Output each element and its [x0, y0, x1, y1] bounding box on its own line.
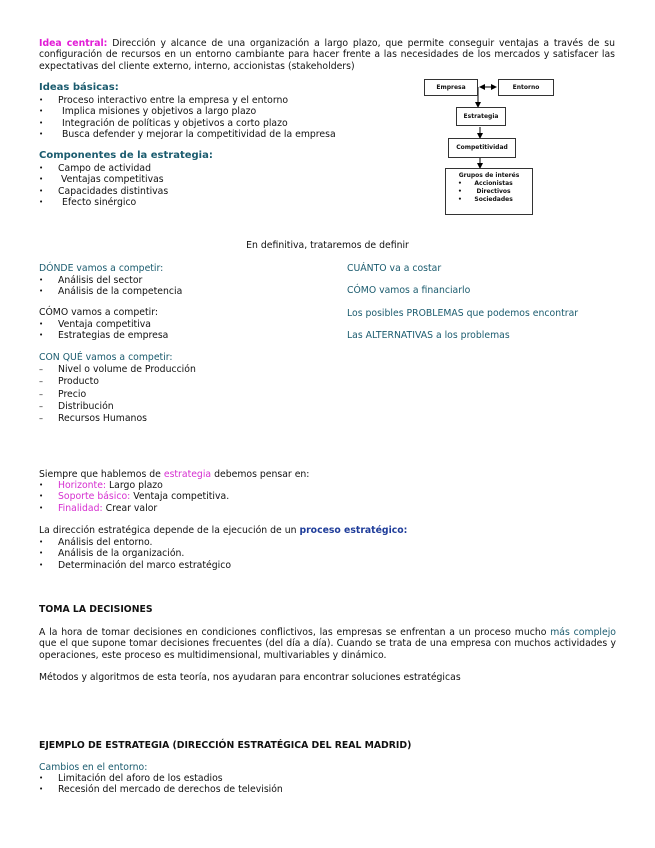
list-item: • Determinación del marco estratégico — [39, 560, 231, 571]
entorno-box: Entorno — [498, 79, 554, 96]
list-item: • Integración de políticas y objetivos a corto plazo — [39, 118, 336, 129]
list-item: • Análisis de la organización. — [39, 548, 231, 559]
list-item: • Limitación del aforo de los estadios — [39, 773, 283, 784]
estrategia-word: estrategia — [163, 469, 212, 480]
ejemplo-heading: EJEMPLO DE ESTRATEGIA (DIRECCIÓN ESTRATÉGICA DEL REAL MADRID) — [39, 740, 412, 751]
ideas-basicas-heading: Ideas básicas: — [39, 82, 119, 93]
list-item: • Implica misiones y objetivos a largo plazo — [39, 106, 336, 117]
siempre-list — [39, 480, 229, 514]
list-item: • Análisis del entorno. — [39, 537, 231, 548]
cambios-list — [39, 773, 283, 796]
idea-central-paragraph — [39, 38, 615, 72]
list-item: • Estrategias de empresa — [39, 330, 168, 341]
como-financiar: CÓMO vamos a financiarlo — [347, 285, 471, 296]
en-definitiva: En definitiva, trataremos de definir — [246, 240, 409, 251]
componentes-list — [39, 163, 168, 208]
list-item: • Campo de actividad — [39, 163, 168, 174]
componentes-heading: Componentes de la estrategia: — [39, 150, 213, 161]
posibles-problemas: Los posibles PROBLEMAS que podemos encontrar — [347, 308, 579, 319]
list-item: • Busca defender y mejorar la competitividad de la empresa — [39, 129, 336, 140]
strategy-diagram — [420, 76, 570, 221]
toma-heading: TOMA LA DECISIONES — [39, 604, 153, 615]
idea-central-label: Idea central: — [39, 38, 108, 49]
idea-central-text: Dirección y alcance de una organización a largo plazo, que permite conseguir ventajas a través de su configuración de recursos en un entorno cambiante para hacer frente a las necesidades de los mercados y satisfacer las expectativas del cliente externo, interno, accionistas (stakeholders) — [39, 38, 615, 72]
competitividad-box: Competitividad — [448, 138, 516, 158]
list-item: • Análisis de la competencia — [39, 286, 182, 297]
mas-complejo-link[interactable]: más complejo — [550, 627, 616, 638]
list-item: – Precio — [39, 389, 196, 401]
estrategia-box: Estrategia — [456, 107, 506, 126]
list-item: • Efecto sinérgico — [39, 197, 168, 208]
list-item: – Nivel o volume de Producción — [39, 364, 196, 376]
grupos-interes-box — [445, 168, 533, 215]
list-item: • Análisis del sector — [39, 275, 182, 286]
siempre-line: Siempre que hablemos de estrategia debemos pensar en: — [39, 469, 310, 480]
direccion-list — [39, 537, 231, 571]
list-item: • Accionistas — [458, 180, 513, 187]
list-item: • Sociedades — [458, 196, 513, 203]
list-item: – Distribución — [39, 401, 196, 413]
con-que-list — [39, 364, 196, 425]
list-item: • Finalidad: Crear valor — [39, 503, 229, 514]
list-item: • Horizonte: Largo plazo — [39, 480, 229, 491]
cuanto-cuesta: CUÁNTO va a costar — [347, 263, 442, 274]
list-item: • Proceso interactivo entre la empresa y el entorno — [39, 95, 336, 106]
grupos-title: Grupos de interés — [458, 172, 520, 179]
list-item: – Producto — [39, 376, 196, 388]
con-que-heading: CON QUÉ vamos a competir: — [39, 352, 173, 363]
alternativas: Las ALTERNATIVAS a los problemas — [347, 330, 510, 341]
list-item: • Ventaja competitiva — [39, 319, 168, 330]
metodos-paragraph: Métodos y algoritmos de esta teoría, nos ayudaran para encontrar soluciones estratégicas — [39, 672, 461, 683]
empresa-box: Empresa — [424, 79, 478, 96]
direccion-line: La dirección estratégica depende de la ejecución de un proceso estratégico: — [39, 525, 408, 536]
ideas-basicas-list — [39, 95, 336, 140]
como-heading: CÓMO vamos a competir: — [39, 307, 158, 318]
list-item: • Directivos — [458, 188, 511, 195]
grupos-list — [446, 180, 532, 204]
proceso-estrategico: proceso estratégico: — [299, 525, 408, 536]
como-list — [39, 319, 168, 342]
donde-list — [39, 275, 182, 298]
donde-heading: DÓNDE vamos a competir: — [39, 263, 164, 274]
list-item: – Recursos Humanos — [39, 413, 196, 425]
cambios-heading: Cambios en el entorno: — [39, 762, 148, 773]
list-item: • Soporte básico: Ventaja competitiva. — [39, 491, 229, 502]
list-item: • Capacidades distintivas — [39, 186, 168, 197]
toma-paragraph: A la hora de tomar decisiones en condiciones conflictivos, las empresas se enfrentan a un proceso mucho más complejo que el que supone tomar decisiones frecuentes (del día a día). Cuando se trata de una empresa con muchos actividades y operaciones, este proceso es multidimensional, multivariables y dinámico. — [39, 627, 616, 661]
list-item: • Ventajas competitivas — [39, 174, 168, 185]
list-item: • Recesión del mercado de derechos de televisión — [39, 784, 283, 795]
